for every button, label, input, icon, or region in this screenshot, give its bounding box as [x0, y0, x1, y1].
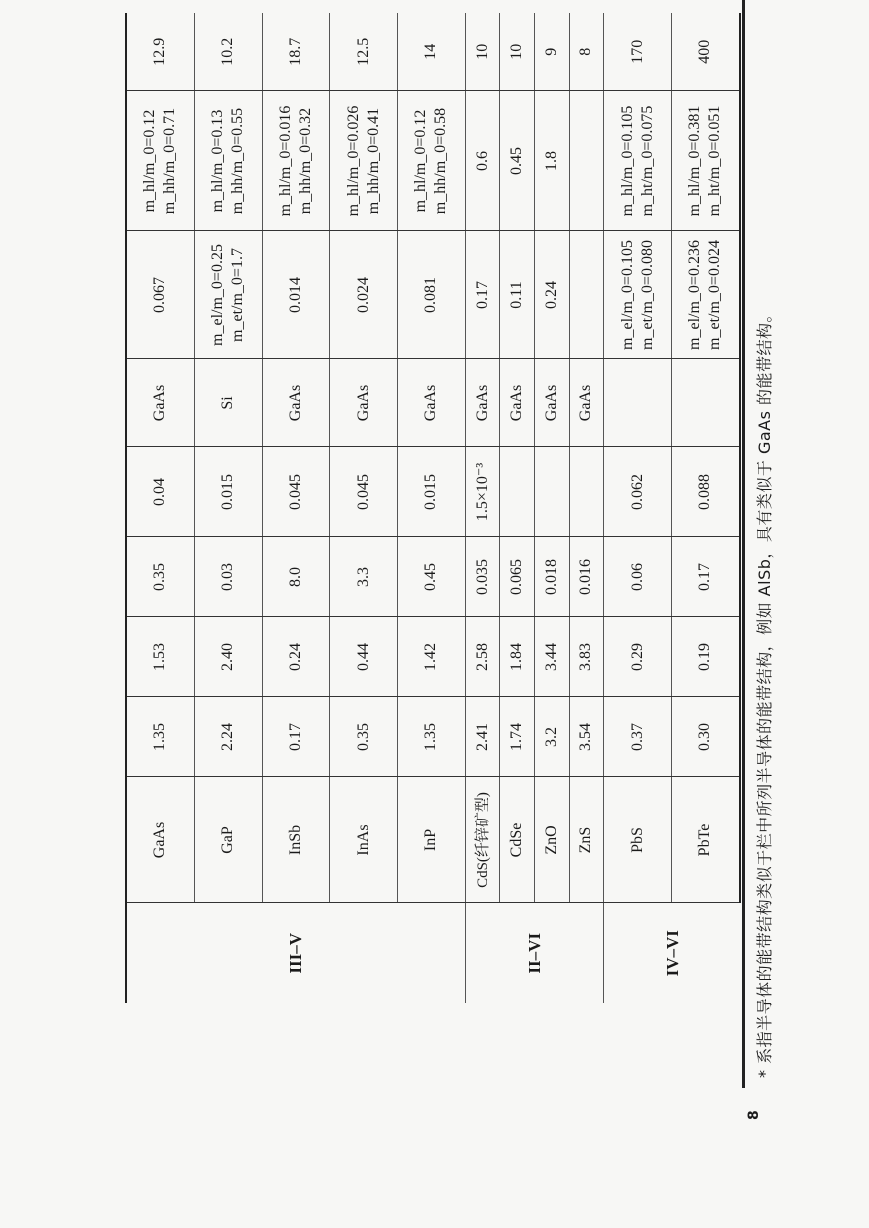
- material-cell: GaP: [194, 777, 262, 903]
- material-cell: PbS: [604, 777, 672, 903]
- band-structure-cell: [671, 359, 740, 447]
- table-row: [262, 13, 330, 1003]
- footnote: * 系指半导体的能带结构类似于栏中所列半导体的能带结构，例如 AlSb，具有类似于 GaAs 的能带结构。: [755, 305, 774, 1078]
- electron-mass-cell: [604, 231, 672, 359]
- band-structure-cell: GaAs: [330, 359, 398, 447]
- electron-mass-cell: 0.24: [534, 231, 569, 359]
- semiconductor-table: [125, 13, 741, 1003]
- value-cell: 0.018: [534, 537, 569, 617]
- hole-mass-cell: [194, 91, 262, 231]
- table-row: [671, 13, 740, 1003]
- mass-line: 0.067: [151, 277, 169, 313]
- value-cell: 0.016: [569, 537, 604, 617]
- band-structure-cell: GaAs: [398, 359, 466, 447]
- mass-line: m_ht/m_0=0.051: [706, 105, 724, 217]
- dielectric-cell: 8: [569, 13, 604, 91]
- electron-mass-cell: [330, 231, 398, 359]
- group-label: II–VI: [465, 903, 604, 1003]
- mass-line: m_hh/m_0=0.71: [161, 107, 179, 215]
- dielectric-cell: 12.9: [126, 13, 194, 91]
- electron-mass-cell: [671, 231, 740, 359]
- material-cell: ZnS: [569, 777, 604, 903]
- value-cell: 0.045: [262, 447, 330, 537]
- value-cell: 0.30: [671, 697, 740, 777]
- value-cell: 0.29: [604, 617, 672, 697]
- value-cell: 0.35: [330, 697, 398, 777]
- value-cell: 0.24: [262, 617, 330, 697]
- mass-line: m_hh/m_0=0.58: [432, 107, 450, 215]
- value-cell: 0.015: [194, 447, 262, 537]
- value-cell: [500, 447, 535, 537]
- table-body: [126, 13, 740, 1003]
- table-row: [398, 13, 466, 1003]
- band-structure-cell: Si: [194, 359, 262, 447]
- value-cell: 3.44: [534, 617, 569, 697]
- group-label: IV–VI: [604, 903, 740, 1003]
- dielectric-cell: 400: [671, 13, 740, 91]
- material-cell: CdSe: [500, 777, 535, 903]
- value-cell: 1.74: [500, 697, 535, 777]
- mass-line: m_et/m_0=0.024: [706, 240, 724, 350]
- hole-mass-cell: [398, 91, 466, 231]
- material-cell: InAs: [330, 777, 398, 903]
- mass-line: m_hh/m_0=0.41: [364, 107, 382, 215]
- hole-mass-cell: 0.6: [465, 91, 500, 231]
- material-name: CdS(纤锌矿型): [474, 792, 491, 888]
- band-structure-cell: GaAs: [262, 359, 330, 447]
- value-cell: 0.17: [262, 697, 330, 777]
- table-row: [194, 13, 262, 1003]
- dielectric-cell: 10.2: [194, 13, 262, 91]
- page-number: 8: [746, 1110, 762, 1120]
- band-structure-cell: GaAs: [569, 359, 604, 447]
- material-cell: GaAs: [126, 777, 194, 903]
- value-cell: 1.5×10⁻³: [465, 447, 500, 537]
- hole-mass-cell: [671, 91, 740, 231]
- value-cell: 0.04: [126, 447, 194, 537]
- hole-mass-cell: 0.45: [500, 91, 535, 231]
- hole-mass-cell: [330, 91, 398, 231]
- dielectric-cell: 14: [398, 13, 466, 91]
- band-structure-cell: GaAs: [126, 359, 194, 447]
- material-cell: InP: [398, 777, 466, 903]
- mass-line: m_el/m_0=0.105: [618, 240, 636, 350]
- material-cell: [465, 777, 500, 903]
- hole-mass-cell: [126, 91, 194, 231]
- table-row: [604, 13, 672, 1003]
- table-row: [126, 13, 194, 1003]
- value-cell: 1.84: [500, 617, 535, 697]
- dielectric-cell: 170: [604, 13, 672, 91]
- material-cell: PbTe: [671, 777, 740, 903]
- mass-line: 0.081: [422, 277, 440, 313]
- value-cell: 3.3: [330, 537, 398, 617]
- value-cell: 1.35: [126, 697, 194, 777]
- value-cell: 3.54: [569, 697, 604, 777]
- table-row: [569, 13, 604, 1003]
- value-cell: 0.015: [398, 447, 466, 537]
- mass-line: m_hh/m_0=0.55: [229, 107, 247, 215]
- mass-line: m_hl/m_0=0.12: [141, 109, 159, 213]
- electron-mass-cell: [398, 231, 466, 359]
- band-structure-cell: GaAs: [465, 359, 500, 447]
- group-label: III–V: [126, 903, 465, 1003]
- value-cell: 0.06: [604, 537, 672, 617]
- value-cell: 1.35: [398, 697, 466, 777]
- value-cell: [534, 447, 569, 537]
- electron-mass-cell: 0.11: [500, 231, 535, 359]
- value-cell: 0.035: [465, 537, 500, 617]
- value-cell: 2.24: [194, 697, 262, 777]
- hole-mass-cell: [569, 91, 604, 231]
- table-row: [534, 13, 569, 1003]
- value-cell: 0.19: [671, 617, 740, 697]
- material-cell: InSb: [262, 777, 330, 903]
- value-cell: 2.41: [465, 697, 500, 777]
- value-cell: 0.45: [398, 537, 466, 617]
- value-cell: 0.062: [604, 447, 672, 537]
- value-cell: 0.03: [194, 537, 262, 617]
- value-cell: 3.83: [569, 617, 604, 697]
- table-row: [465, 13, 500, 1003]
- mass-line: m_el/m_0=0.25: [209, 244, 227, 346]
- mass-line: m_hh/m_0=0.32: [296, 107, 314, 215]
- mass-line: m_hl/m_0=0.016: [276, 105, 294, 217]
- hole-mass-cell: [262, 91, 330, 231]
- mass-line: m_hl/m_0=0.381: [686, 105, 704, 217]
- electron-mass-cell: [262, 231, 330, 359]
- mass-line: m_hl/m_0=0.026: [344, 105, 362, 217]
- electron-mass-cell: [569, 231, 604, 359]
- table-row: [330, 13, 398, 1003]
- mass-line: m_hl/m_0=0.105: [618, 105, 636, 217]
- value-cell: [569, 447, 604, 537]
- band-structure-cell: [604, 359, 672, 447]
- value-cell: 1.53: [126, 617, 194, 697]
- value-cell: 2.40: [194, 617, 262, 697]
- mass-line: m_et/m_0=0.080: [638, 240, 656, 350]
- material-cell: ZnO: [534, 777, 569, 903]
- hole-mass-cell: [604, 91, 672, 231]
- value-cell: 0.17: [671, 537, 740, 617]
- value-cell: 8.0: [262, 537, 330, 617]
- dielectric-cell: 12.5: [330, 13, 398, 91]
- mass-line: 0.014: [286, 277, 304, 313]
- electron-mass-cell: [126, 231, 194, 359]
- dielectric-cell: 9: [534, 13, 569, 91]
- value-cell: 0.37: [604, 697, 672, 777]
- mass-line: m_hl/m_0=0.12: [412, 109, 430, 213]
- electron-mass-cell: [194, 231, 262, 359]
- value-cell: 3.2: [534, 697, 569, 777]
- mass-line: m_el/m_0=0.236: [686, 240, 704, 350]
- table-row: [500, 13, 535, 1003]
- mass-line: 0.024: [354, 277, 372, 313]
- band-structure-cell: GaAs: [534, 359, 569, 447]
- band-structure-cell: GaAs: [500, 359, 535, 447]
- mass-line: m_et/m_0=1.7: [229, 248, 247, 342]
- value-cell: 1.42: [398, 617, 466, 697]
- mass-line: m_ht/m_0=0.075: [638, 105, 656, 217]
- value-cell: 0.065: [500, 537, 535, 617]
- value-cell: 0.35: [126, 537, 194, 617]
- value-cell: 0.088: [671, 447, 740, 537]
- mass-line: m_hl/m_0=0.13: [209, 109, 227, 213]
- dielectric-cell: 18.7: [262, 13, 330, 91]
- dielectric-cell: 10: [500, 13, 535, 91]
- electron-mass-cell: 0.17: [465, 231, 500, 359]
- footnote-rule: [742, 0, 745, 1088]
- value-cell: 2.58: [465, 617, 500, 697]
- value-cell: 0.44: [330, 617, 398, 697]
- hole-mass-cell: 1.8: [534, 91, 569, 231]
- value-cell: 0.045: [330, 447, 398, 537]
- dielectric-cell: 10: [465, 13, 500, 91]
